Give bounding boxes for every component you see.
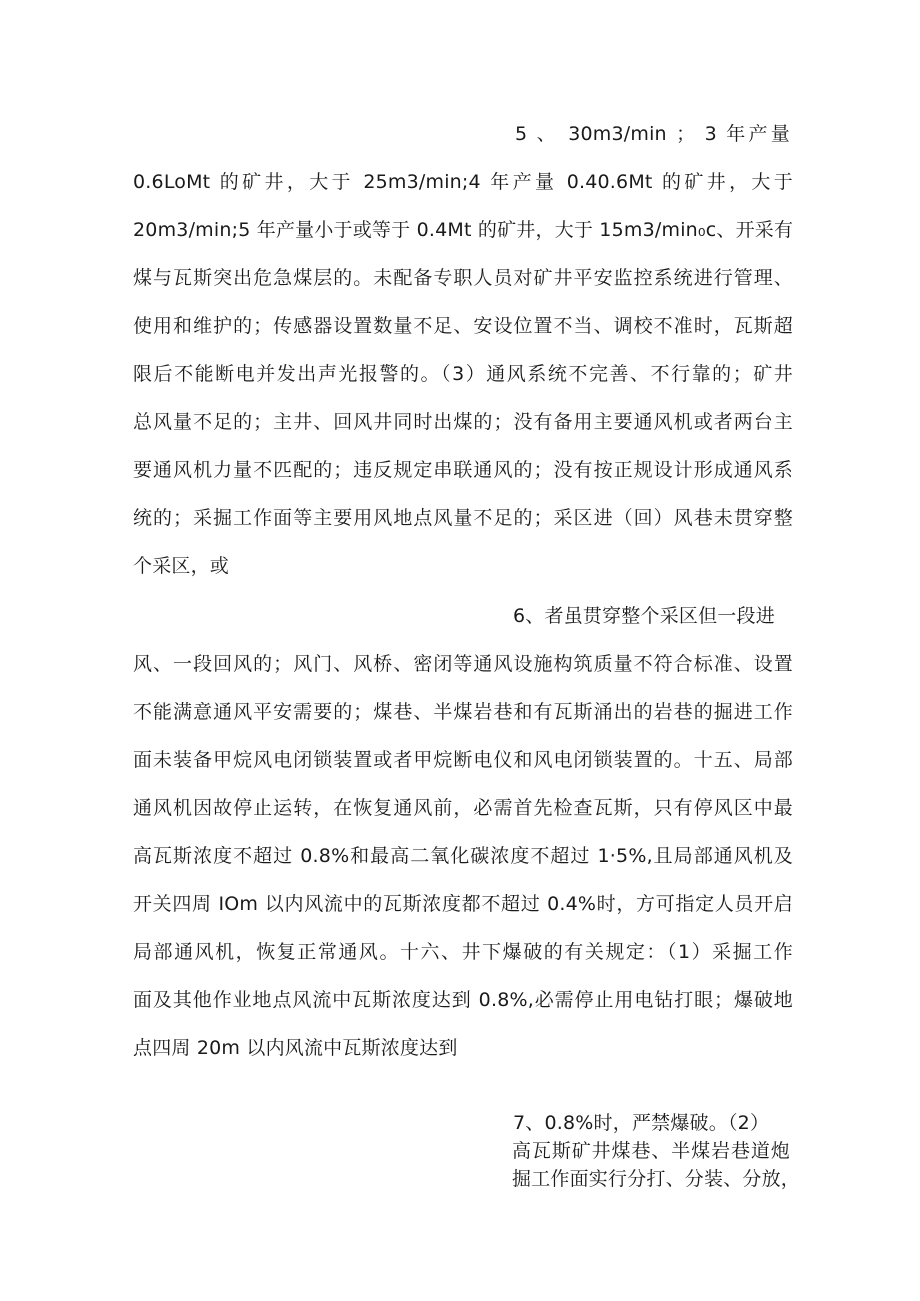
text-line: 20m3∕min;5 年产量小于或等于 0.4Mt 的矿井，大于 15m3∕min₀c、开采有 bbox=[133, 219, 794, 241]
text-line: 风、一段回风的；风门、风桥、密闭等通风设施构筑质量不符合标准、设置 bbox=[133, 653, 793, 675]
text-line: 高瓦斯浓度不超过 0.8%和最高二氧化碳浓度不超过 1·5%,且局部通风机及 bbox=[133, 845, 793, 867]
text-line: 开关四周 IOm 以内风流中的瓦斯浓度都不超过 0.4%时，方可指定人员开启 bbox=[133, 893, 793, 915]
text-line: 通风机因故停止运转，在恢复通风前，必需首先检查瓦斯，只有停风区中最 bbox=[133, 797, 793, 819]
text-line: 要通风机力量不匹配的；违反规定串联通风的；没有按正规设计形成通风系 bbox=[133, 459, 793, 481]
text-line: 煤与瓦斯突出危急煤层的。未配备专职人员对矿井平安监控系统进行管理、 bbox=[133, 267, 793, 289]
text-line: 个采区，或 bbox=[133, 555, 230, 577]
text-line: 限后不能断电并发出声光报警的。（3）通风系统不完善、不行靠的；矿井 bbox=[133, 363, 793, 385]
text-line: 统的；采掘工作面等主要用风地点风量不足的；采区进（回）风巷未贯穿整 bbox=[133, 507, 793, 529]
text-line: 0.6LoMt 的矿井，大于 25m3∕min;4 年产量 0.40.6Mt 的矿井，大于 bbox=[133, 171, 793, 193]
text-line: 面未装备甲烷风电闭锁装置或者甲烷断电仪和风电闭锁装置的。十五、局部 bbox=[133, 749, 793, 771]
text-line: 不能满意通风平安需要的；煤巷、半煤岩巷和有瓦斯涌出的岩巷的掘进工作 bbox=[133, 701, 793, 723]
paragraph-7-heading: 7、0.8%时，严禁爆破。（2） bbox=[513, 1112, 770, 1134]
text-line: 点四周 20m 以内风流中瓦斯浓度达到 bbox=[133, 1037, 458, 1059]
text-line: 面及其他作业地点风流中瓦斯浓度达到 0.8%,必需停止用电钻打眼；爆破地 bbox=[133, 989, 793, 1011]
text-line: 总风量不足的；主井、回风井同时出煤的；没有备用主要通风机或者两台主 bbox=[133, 411, 793, 433]
text-line: 掘工作面实行分打、分装、分放， bbox=[512, 1168, 801, 1190]
paragraph-6-heading: 6、者虽贯穿整个采区但一段进 bbox=[513, 605, 775, 627]
text-line: 使用和维护的；传感器设置数量不足、安设位置不当、调校不准时，瓦斯超 bbox=[133, 315, 793, 337]
text-line: 局部通风机，恢复正常通风。十六、井下爆破的有关规定：（1）采掘工作 bbox=[133, 941, 793, 963]
text-line: 高瓦斯矿井煤巷、半煤岩巷道炮 bbox=[512, 1140, 790, 1162]
paragraph-5-heading: 5 、 30m3∕min ； 3 年产量 bbox=[515, 123, 790, 145]
